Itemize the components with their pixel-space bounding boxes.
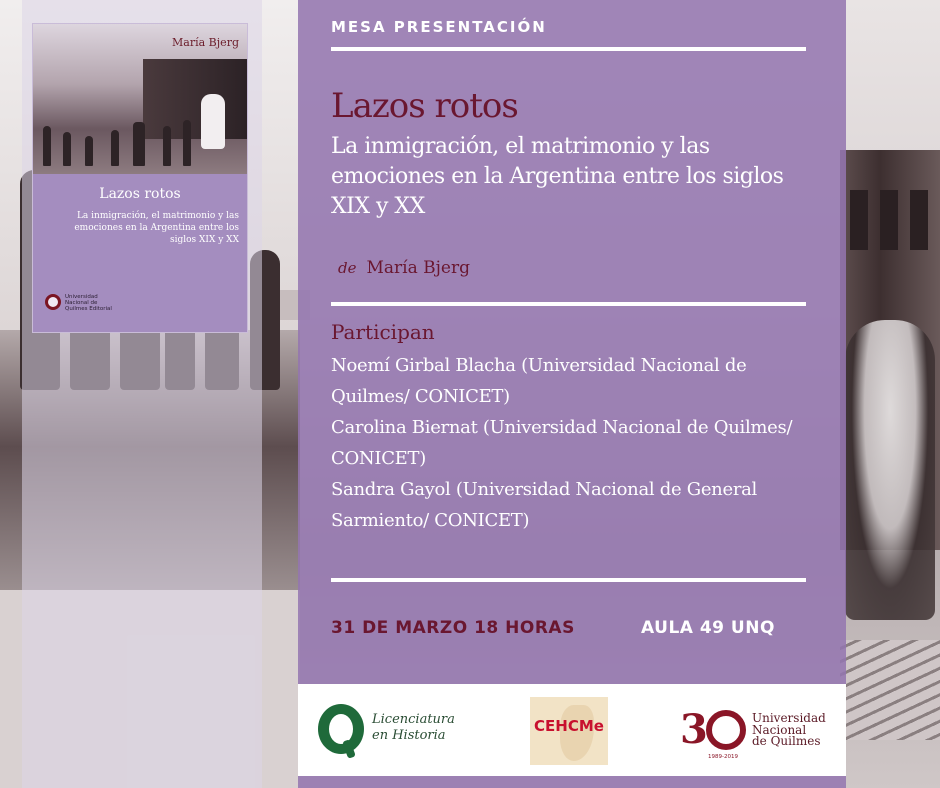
event-subtitle: La inmigración, el matrimonio y las emociones en la Argentina entre los siglos XIX y XX (331, 134, 784, 219)
unq-30-logo (680, 708, 830, 768)
unq-line3: de Quilmes (752, 734, 821, 748)
event-place: AULA 49 UNQ (641, 618, 775, 638)
by-label: de (338, 259, 357, 277)
unq-line2: Nacional (752, 722, 807, 737)
unq-number: 3 (680, 706, 708, 753)
unq-line1: Universidad (752, 711, 826, 725)
publisher-name: Universidad Nacional de Quilmes Editorial (65, 294, 112, 312)
participant-item: Noemí Girbal Blacha (Universidad Nacional de Quilmes/ CONICET) (331, 355, 747, 407)
event-kicker: MESA PRESENTACIÓN (331, 18, 547, 36)
unq-years: 1989-2019 (708, 754, 738, 760)
q-logo-icon (318, 704, 364, 754)
book-cover (33, 24, 247, 332)
licenciatura-historia-logo (318, 704, 488, 760)
licenciatura-line2: en Historia (372, 728, 446, 743)
event-title: Lazos rotos (331, 86, 518, 126)
licenciatura-line1: Licenciatura (372, 712, 455, 727)
cehcme-label: CEHCMe (534, 717, 604, 735)
event-date: 31 DE MARZO 18 HORAS (331, 618, 575, 638)
participant-item: Carolina Biernat (Universidad Nacional de Quilmes/ CONICET) (331, 417, 793, 469)
divider (331, 578, 806, 582)
unq-q-icon (706, 710, 746, 750)
author-name: María Bjerg (366, 258, 470, 278)
divider (331, 47, 806, 51)
book-subtitle: La inmigración, el matrimonio y las emociones en la Argentina entre los siglos XIX y XX (74, 211, 239, 245)
divider (331, 302, 806, 306)
book-title: Lazos rotos (99, 186, 181, 202)
unq-q-icon (45, 294, 61, 310)
book-author: María Bjerg (172, 36, 239, 49)
cehcme-logo (530, 697, 608, 765)
participants-heading: Participan (331, 320, 435, 344)
participant-item: Sandra Gayol (Universidad Nacional de General Sarmiento/ CONICET) (331, 479, 758, 531)
participants-list (331, 350, 801, 536)
event-author (338, 258, 470, 278)
